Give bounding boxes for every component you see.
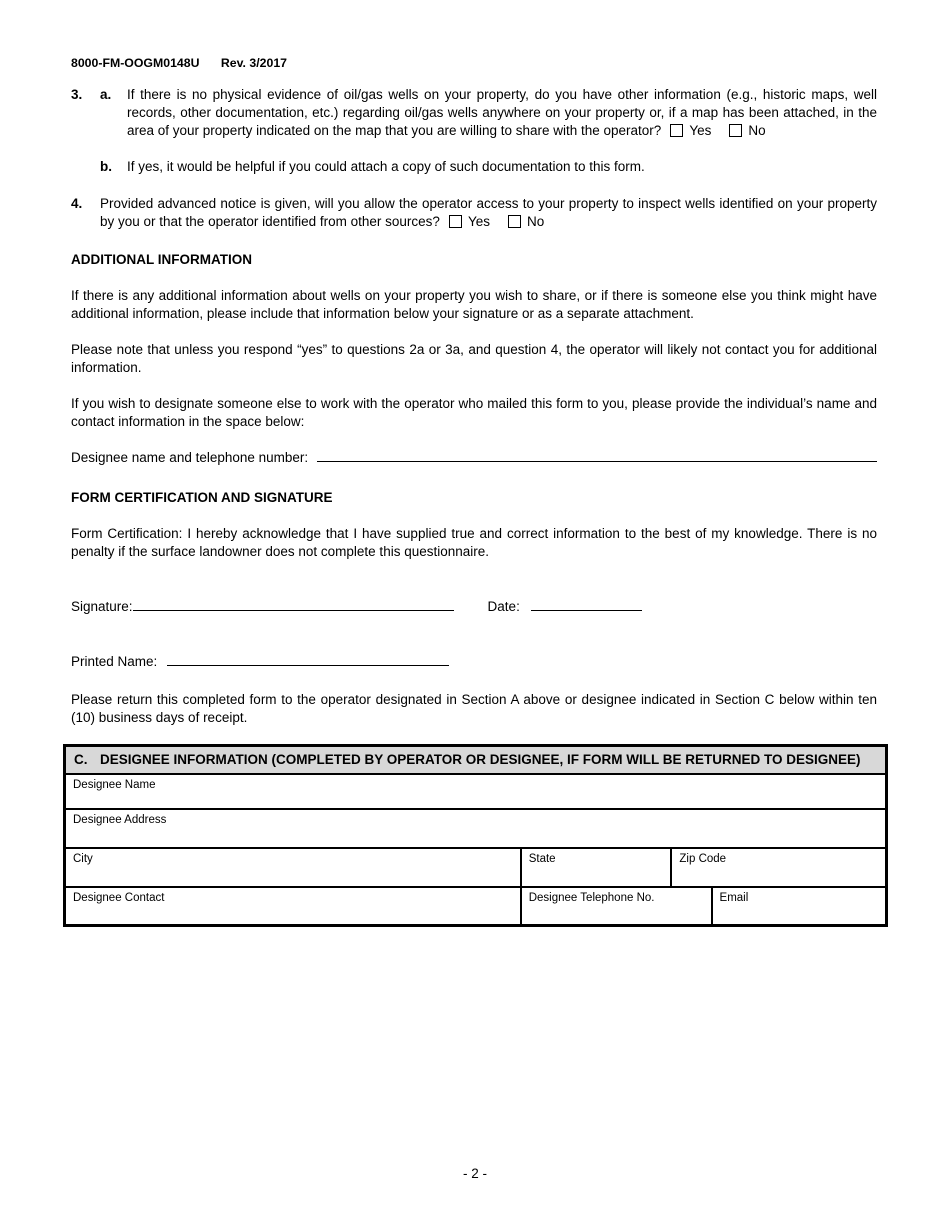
q3a-yes-label: Yes [689, 123, 712, 138]
question-3-number: 3. [71, 87, 83, 102]
question-4-number: 4. [71, 196, 83, 211]
additional-information-para-1: If there is any additional information about wells on your property you wish to share, or if there is someone else you think might have additional information, please include that information below your signature or as a separate attachment. [71, 288, 877, 321]
zip-code-field-label: Zip Code [679, 853, 727, 865]
state-field-label: State [528, 853, 556, 865]
designee-name-phone-input-line[interactable] [317, 448, 877, 462]
page-number: - 2 - [462, 1166, 487, 1181]
email-field-label: Email [719, 892, 749, 904]
form-certification-text: Form Certification: I hereby acknowledge that I have supplied true and correct information to the best of my knowledge. There is no penalty if the surface landowner does not complete this questionnaire. [71, 526, 877, 559]
zip-code-field[interactable] [670, 849, 885, 886]
page-content [71, 56, 877, 927]
city-field-label: City [73, 853, 93, 865]
q3a-yes-checkbox[interactable] [670, 124, 683, 137]
q3a-no-checkbox[interactable] [729, 124, 742, 137]
question-4-text: Provided advanced notice is given, will you allow the operator access to your property to inspect wells identified on your property by you or that the operator identified from other sources? [100, 196, 877, 229]
question-3a [71, 86, 877, 140]
return-instructions: Please return this completed form to the operator designated in Section A above or designee indicated in Section C below within ten (10) business days of receipt. [71, 692, 877, 725]
designee-contact-field[interactable] [66, 888, 520, 924]
table-row-designee-address [66, 808, 885, 847]
section-c-table [63, 744, 888, 927]
q4-no-checkbox[interactable] [508, 215, 521, 228]
designee-name-field-label: Designee Name [73, 779, 156, 791]
question-4 [71, 195, 877, 231]
city-field[interactable] [66, 849, 520, 886]
signature-row [71, 597, 877, 616]
printed-name-label: Printed Name: [71, 654, 158, 669]
question-3a-body [127, 86, 877, 140]
section-c-title: DESIGNEE INFORMATION (COMPLETED BY OPERATOR OR DESIGNEE, IF FORM WILL BE RETURNED TO DESIGNEE) [100, 752, 861, 767]
designee-address-field-label: Designee Address [73, 814, 167, 826]
question-4-body [100, 195, 877, 231]
printed-name-input-line[interactable] [167, 652, 449, 666]
date-input-line[interactable] [531, 597, 642, 611]
designee-name-phone-label: Designee name and telephone number: [71, 450, 309, 465]
designee-contact-field-label: Designee Contact [73, 892, 165, 904]
question-3b [71, 158, 877, 176]
designee-name-field[interactable] [66, 775, 885, 808]
designee-telephone-field[interactable] [520, 888, 711, 924]
printed-name-row [71, 652, 877, 671]
table-row-designee-name [66, 775, 885, 808]
form-number: 8000-FM-OOGM0148U [71, 56, 200, 70]
section-c-letter: C. [74, 752, 88, 767]
question-3b-body [127, 158, 877, 176]
state-field[interactable] [520, 849, 671, 886]
question-3a-text: If there is no physical evidence of oil/gas wells on your property, do you have other information (e.g., historic maps, well records, other documentation, etc.) regarding oil/gas wells anywhere on your property or, if a map has been attached, in the area of your property indicated on the map that you are willing to share with the operator? [127, 87, 877, 138]
section-c-header [66, 747, 885, 775]
table-row-contact-phone-email [66, 886, 885, 924]
additional-information-para-3: If you wish to designate someone else to work with the operator who mailed this form to you, please provide the individual’s name and contact information in the space below: [71, 396, 877, 429]
additional-information-para-2: Please note that unless you respond “yes” to questions 2a or 3a, and question 4, the operator will likely not contact you for additional information. [71, 342, 877, 375]
q4-yes-checkbox[interactable] [449, 215, 462, 228]
form-header [71, 56, 877, 71]
table-row-city-state-zip [66, 847, 885, 886]
email-field[interactable] [711, 888, 885, 924]
signature-input-line[interactable] [133, 597, 454, 611]
designee-name-phone-row [71, 448, 877, 467]
q4-yes-label: Yes [467, 214, 490, 229]
signature-label: Signature: [71, 599, 133, 614]
question-3a-label: a. [100, 87, 112, 102]
form-certification-heading: FORM CERTIFICATION AND SIGNATURE [71, 490, 333, 505]
additional-information-heading: ADDITIONAL INFORMATION [71, 252, 252, 267]
question-3b-text: If yes, it would be helpful if you could attach a copy of such documentation to this form. [127, 159, 645, 174]
q3a-no-label: No [748, 123, 766, 138]
question-3b-label: b. [100, 159, 112, 174]
designee-address-field[interactable] [66, 810, 885, 847]
date-label: Date: [487, 599, 520, 614]
designee-telephone-field-label: Designee Telephone No. [528, 892, 655, 904]
form-revision: Rev. 3/2017 [220, 56, 287, 70]
q4-no-label: No [526, 214, 545, 229]
